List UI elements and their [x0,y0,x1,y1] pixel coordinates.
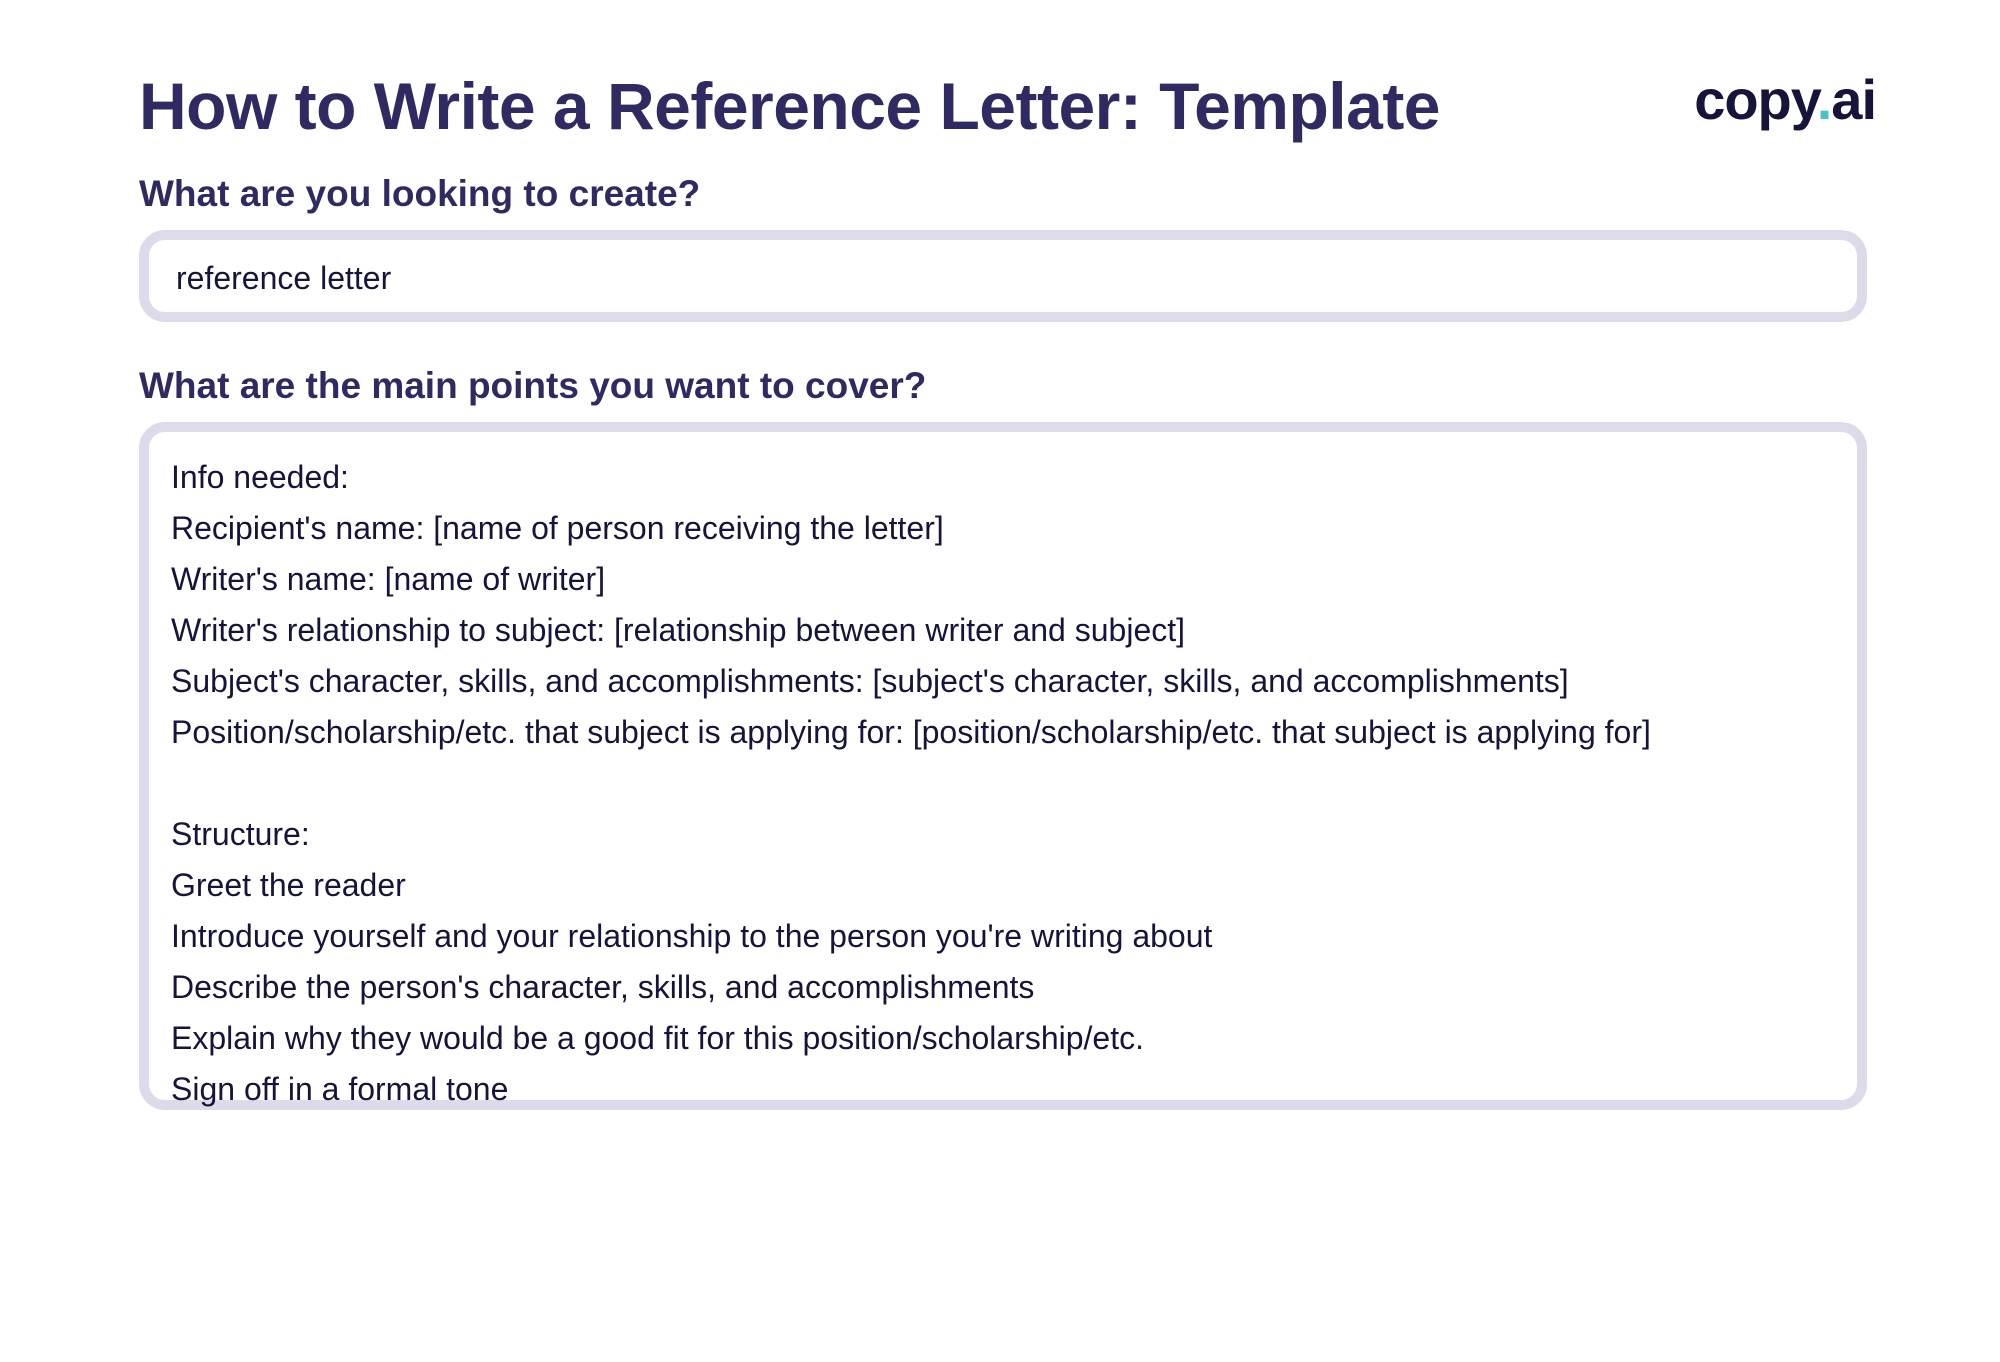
points-line[interactable]: Writer's relationship to subject: [relationship between writer and subject] [171,612,1186,648]
points-line[interactable]: Writer's name: [name of writer] [171,561,606,597]
points-line[interactable]: Recipient's name: [name of person receiving the letter] [171,510,944,546]
points-line[interactable]: Position/scholarship/etc. that subject is applying for: [position/scholarship/etc. that subject is applying for] [171,714,1651,750]
points-line[interactable]: Introduce yourself and your relationship to the person you're writing about [171,918,1213,954]
points-line[interactable]: Structure: [171,816,310,852]
logo-dot: . [1816,68,1832,131]
create-field-label: What are you looking to create? [139,173,701,214]
points-blank-line[interactable] [171,758,1857,809]
points-textarea[interactable] [139,422,1867,1110]
copy-ai-logo [1694,64,1876,136]
points-line[interactable]: Explain why they would be a good fit for this position/scholarship/etc. [171,1020,1144,1056]
page-title: How to Write a Reference Letter: Template [139,69,1441,143]
points-line[interactable]: Greet the reader [171,867,406,903]
create-input[interactable] [139,230,1867,322]
points-field-label: What are the main points you want to cover? [139,365,927,406]
logo-prefix: copy [1694,68,1817,131]
logo-suffix: ai [1831,68,1876,131]
points-line[interactable]: Info needed: [171,459,349,495]
points-line[interactable]: Subject's character, skills, and accomplishments: [subject's character, skills, and accomplishments] [171,663,1569,699]
points-line[interactable]: Describe the person's character, skills, and accomplishments [171,969,1035,1005]
create-input-value[interactable]: reference letter [176,260,392,296]
points-line[interactable]: Sign off in a formal tone [171,1071,509,1107]
